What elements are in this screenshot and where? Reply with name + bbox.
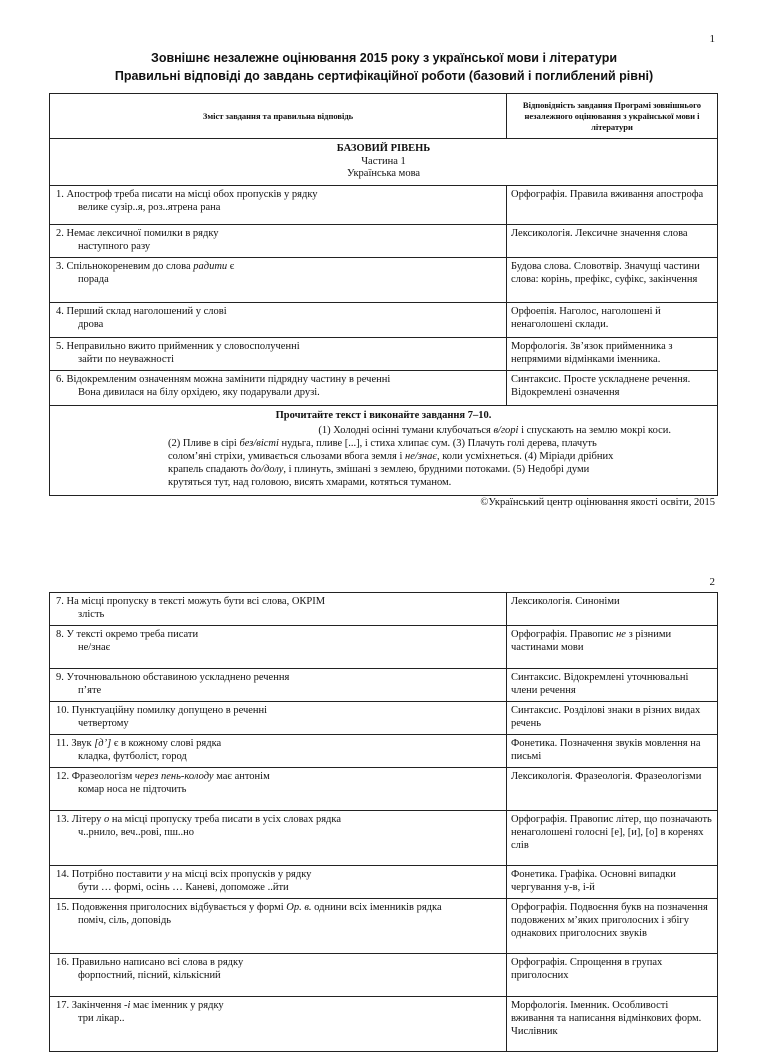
section-heading-row xyxy=(50,139,718,186)
answers-table-continued xyxy=(49,592,718,1052)
question-prefix: 17. Закінчення xyxy=(56,1000,124,1011)
table-row xyxy=(50,593,718,626)
table-row xyxy=(50,370,718,405)
question-suffix: на місці всіх пропусків у рядку xyxy=(169,869,312,880)
section-part: Частина 1 xyxy=(361,155,406,167)
answer-text: три лікар.. xyxy=(78,1013,125,1024)
question-cell xyxy=(50,954,507,997)
question-keyword: через пень-колоду xyxy=(134,771,214,782)
text-italic-word: не/знає xyxy=(405,450,437,462)
topic-cell: Орфографія. Правопис літер, що позначають ненаголошені голосні [е], [и], [о] в коренях слів xyxy=(507,811,718,866)
document-title: Зовнішнє незалежне оцінювання 2015 року з української мови і літератури xyxy=(150,51,618,65)
topic-cell: Орфографія. Спрощення в групах приголосних xyxy=(507,954,718,997)
question-cell xyxy=(50,224,507,257)
question-text: 10. Пунктуаційну помилку допущено в реченні xyxy=(56,705,268,716)
question-text: 16. Правильно написано всі слова в рядку xyxy=(56,957,244,968)
topic-fragment: з різними частинами мови xyxy=(511,629,672,653)
text-fragment: (2) Пливе в сірі xyxy=(168,437,240,449)
table-row xyxy=(50,302,718,337)
text-italic-word: без/вісті xyxy=(239,437,279,449)
answer-text: злість xyxy=(78,609,105,620)
table-row xyxy=(50,257,718,302)
table-row xyxy=(50,997,718,1052)
reading-text xyxy=(50,405,718,495)
question-prefix: 3. Спільнокореневим до слова xyxy=(56,260,194,272)
question-cell xyxy=(50,702,507,735)
answer-text: четвертому xyxy=(78,718,129,729)
question-cell xyxy=(50,811,507,866)
question-suffix: має іменник у рядку xyxy=(130,1000,224,1011)
question-text xyxy=(56,737,502,750)
question-cell xyxy=(50,866,507,899)
copyright-footer: ©Український центр оцінювання якості освіти, 2015 xyxy=(480,497,715,508)
question-cell xyxy=(50,302,507,337)
header-program-correspondence: Відповідність завдання Програмі зовнішнього незалежного оцінювання з української мови і літератури xyxy=(507,94,718,139)
answer-text: форпостний, пісний, кількісний xyxy=(78,970,221,981)
page-number: 2 xyxy=(709,576,715,588)
question-suffix: є xyxy=(227,260,235,272)
question-text xyxy=(56,868,502,881)
question-text: 5. Неправильно вжито прийменник у словосполученні xyxy=(56,340,300,352)
question-cell xyxy=(50,185,507,224)
table-row xyxy=(50,866,718,899)
reading-sentence-1 xyxy=(56,424,711,437)
question-text: 8. У тексті окремо треба писати xyxy=(56,629,199,640)
section-heading xyxy=(50,139,718,186)
question-cell xyxy=(50,370,507,405)
answer-text: поміч, сіль, доповідь xyxy=(78,915,172,926)
question-suffix: є в кожному слові рядка xyxy=(111,738,222,749)
text-fragment: (1) Холодні осінні тумани клубочаться xyxy=(318,424,494,436)
page-2 xyxy=(0,568,768,1037)
answer-text: ч..рнило, веч..рові, пш..но xyxy=(78,827,195,838)
question-cell xyxy=(50,337,507,370)
question-text: 7. На місці пропуску в тексті можуть бути всі слова, ОКРІМ xyxy=(56,596,326,607)
question-suffix: однини всіх іменників рядка xyxy=(311,902,442,913)
question-suffix: має антонім xyxy=(213,771,270,782)
question-prefix: 15. Подовження приголосних відбувається у формі xyxy=(56,902,287,913)
question-cell xyxy=(50,669,507,702)
topic-cell: Фонетика. Графіка. Основні випадки чергування у-в, і-й xyxy=(507,866,718,899)
page-number: 1 xyxy=(709,33,715,45)
table-header-row xyxy=(50,94,718,139)
question-prefix: 12. Фразеологізм xyxy=(56,771,135,782)
reading-sentences-2-5 xyxy=(56,437,711,489)
reading-text-row xyxy=(50,405,718,495)
question-cell xyxy=(50,257,507,302)
answer-text: зайти по неуважності xyxy=(78,353,175,365)
table-row xyxy=(50,899,718,954)
table-row xyxy=(50,185,718,224)
question-text xyxy=(56,999,502,1012)
question-text: 9. Уточнювальною обставиною ускладнено речення xyxy=(56,672,290,683)
answer-text: наступного разу xyxy=(78,240,151,252)
topic-cell: Синтаксис. Просте ускладнене речення. Відокремлені означення xyxy=(507,370,718,405)
topic-cell: Синтаксис. Відокремлені уточнювальні члени речення xyxy=(507,669,718,702)
question-cell xyxy=(50,997,507,1052)
topic-cell: Орфографія. Правила вживання апострофа xyxy=(507,185,718,224)
question-keyword: Ор. в. xyxy=(286,902,312,913)
topic-cell: Синтаксис. Розділові знаки в різних видах речень xyxy=(507,702,718,735)
question-cell xyxy=(50,735,507,768)
question-text: 2. Немає лексичної помилки в рядку xyxy=(56,227,219,239)
answers-table xyxy=(49,93,718,496)
question-cell xyxy=(50,593,507,626)
section-subject: Українська мова xyxy=(346,168,421,179)
answer-text: Вона дивилася на білу орхідею, яку подарували друзі. xyxy=(78,386,320,398)
text-italic-word: в/горі xyxy=(493,424,519,436)
topic-cell: Морфологія. Іменник. Особливості вживання та написання відмінкових форм. Числівник xyxy=(507,997,718,1052)
topic-cell: Фонетика. Позначення звуків мовлення на письмі xyxy=(507,735,718,768)
question-text xyxy=(56,260,502,273)
text-fragment: , і плинуть, змішані з землею, брудними потоками. (5) Недобрі думи крутяться тут, над головою, висять хмарами, котяться туманом. xyxy=(168,463,590,488)
question-keyword: у xyxy=(164,869,170,880)
topic-cell: Орфографія. Подвоєння букв на позначення подовжених м’яких приголосних і збігу однакових приголосних звуків xyxy=(507,899,718,954)
answer-text: п’яте xyxy=(78,685,102,696)
topic-cell: Лексикологія. Фразеологія. Фразеологізми xyxy=(507,768,718,811)
table-row xyxy=(50,702,718,735)
question-text: 6. Відокремленим означенням можна замінити підрядну частину в реченні xyxy=(56,373,391,385)
question-keyword: радити xyxy=(193,260,228,272)
question-text: 1. Апостроф треба писати на місці обох пропусків у рядку xyxy=(56,188,318,200)
table-row xyxy=(50,768,718,811)
section-level-title: БАЗОВИЙ РІВЕНЬ xyxy=(336,143,431,154)
text-fragment: нудьга, пливе [...], і стиха хлипає сум. (3) Плачуть голі дерева, плачуть солом’яні стріхи, умивається сльозами вбога земля і xyxy=(168,437,597,462)
answer-text: кладка, футболіст, город xyxy=(78,751,187,762)
answer-text: дрова xyxy=(78,318,104,330)
question-keyword: о xyxy=(104,814,110,825)
table-row xyxy=(50,811,718,866)
topic-cell: Будова слова. Словотвір. Значущі частини слова: корінь, префікс, суфікс, закінчення xyxy=(507,257,718,302)
topic-cell: Морфологія. Зв’язок прийменника з непрямими відмінками іменника. xyxy=(507,337,718,370)
question-cell xyxy=(50,626,507,669)
text-fragment: і спускають на землю мокрі коси. xyxy=(518,424,671,436)
header-content-answer: Зміст завдання та правильна відповідь xyxy=(50,94,507,139)
text-fragment: , коли усміхнеться. (4) Міріади дрібних крапель спадають xyxy=(168,450,614,475)
table-row xyxy=(50,735,718,768)
answer-text: бути … формі, осінь … Каневі, допоможе ..йти xyxy=(78,882,289,893)
table-row xyxy=(50,337,718,370)
question-text: 4. Перший склад наголошений у слові xyxy=(56,305,227,317)
question-suffix: на місці пропуску треба писати в усіх словах рядка xyxy=(109,814,341,825)
text-italic-word: до/долу xyxy=(250,463,284,475)
answer-text: велике сузір..я, роз..ятрена рана xyxy=(78,201,221,213)
question-prefix: 13. Літеру xyxy=(56,814,105,825)
table-row xyxy=(50,224,718,257)
topic-cell: Орфоепія. Наголос, наголошені й ненаголошені склади. xyxy=(507,302,718,337)
question-cell xyxy=(50,899,507,954)
topic-cell: Лексикологія. Лексичне значення слова xyxy=(507,224,718,257)
question-text xyxy=(56,901,502,914)
answer-text: порада xyxy=(78,273,109,285)
document-subtitle: Правильні відповіді до завдань сертифікаційної роботи (базовий і поглиблений рівні) xyxy=(114,69,654,83)
topic-italic: не xyxy=(616,629,626,640)
answer-text: не/знає xyxy=(78,642,111,653)
question-prefix: 14. Потрібно поставити xyxy=(56,869,165,880)
topic-fragment: Орфографія. Правопис xyxy=(511,629,617,640)
question-cell xyxy=(50,768,507,811)
question-keyword: [д’] xyxy=(94,738,112,749)
topic-cell: Лексикологія. Синоніми xyxy=(507,593,718,626)
table-row xyxy=(50,954,718,997)
question-prefix: 11. Звук xyxy=(56,738,95,749)
question-keyword: -і xyxy=(123,1000,131,1011)
reading-text-title: Прочитайте текст і виконайте завдання 7–10. xyxy=(275,409,492,421)
question-text xyxy=(56,813,502,826)
question-text xyxy=(56,770,502,783)
table-row xyxy=(50,669,718,702)
table-row xyxy=(50,626,718,669)
answer-text: комар носа не підточить xyxy=(78,784,187,795)
topic-cell xyxy=(507,626,718,669)
